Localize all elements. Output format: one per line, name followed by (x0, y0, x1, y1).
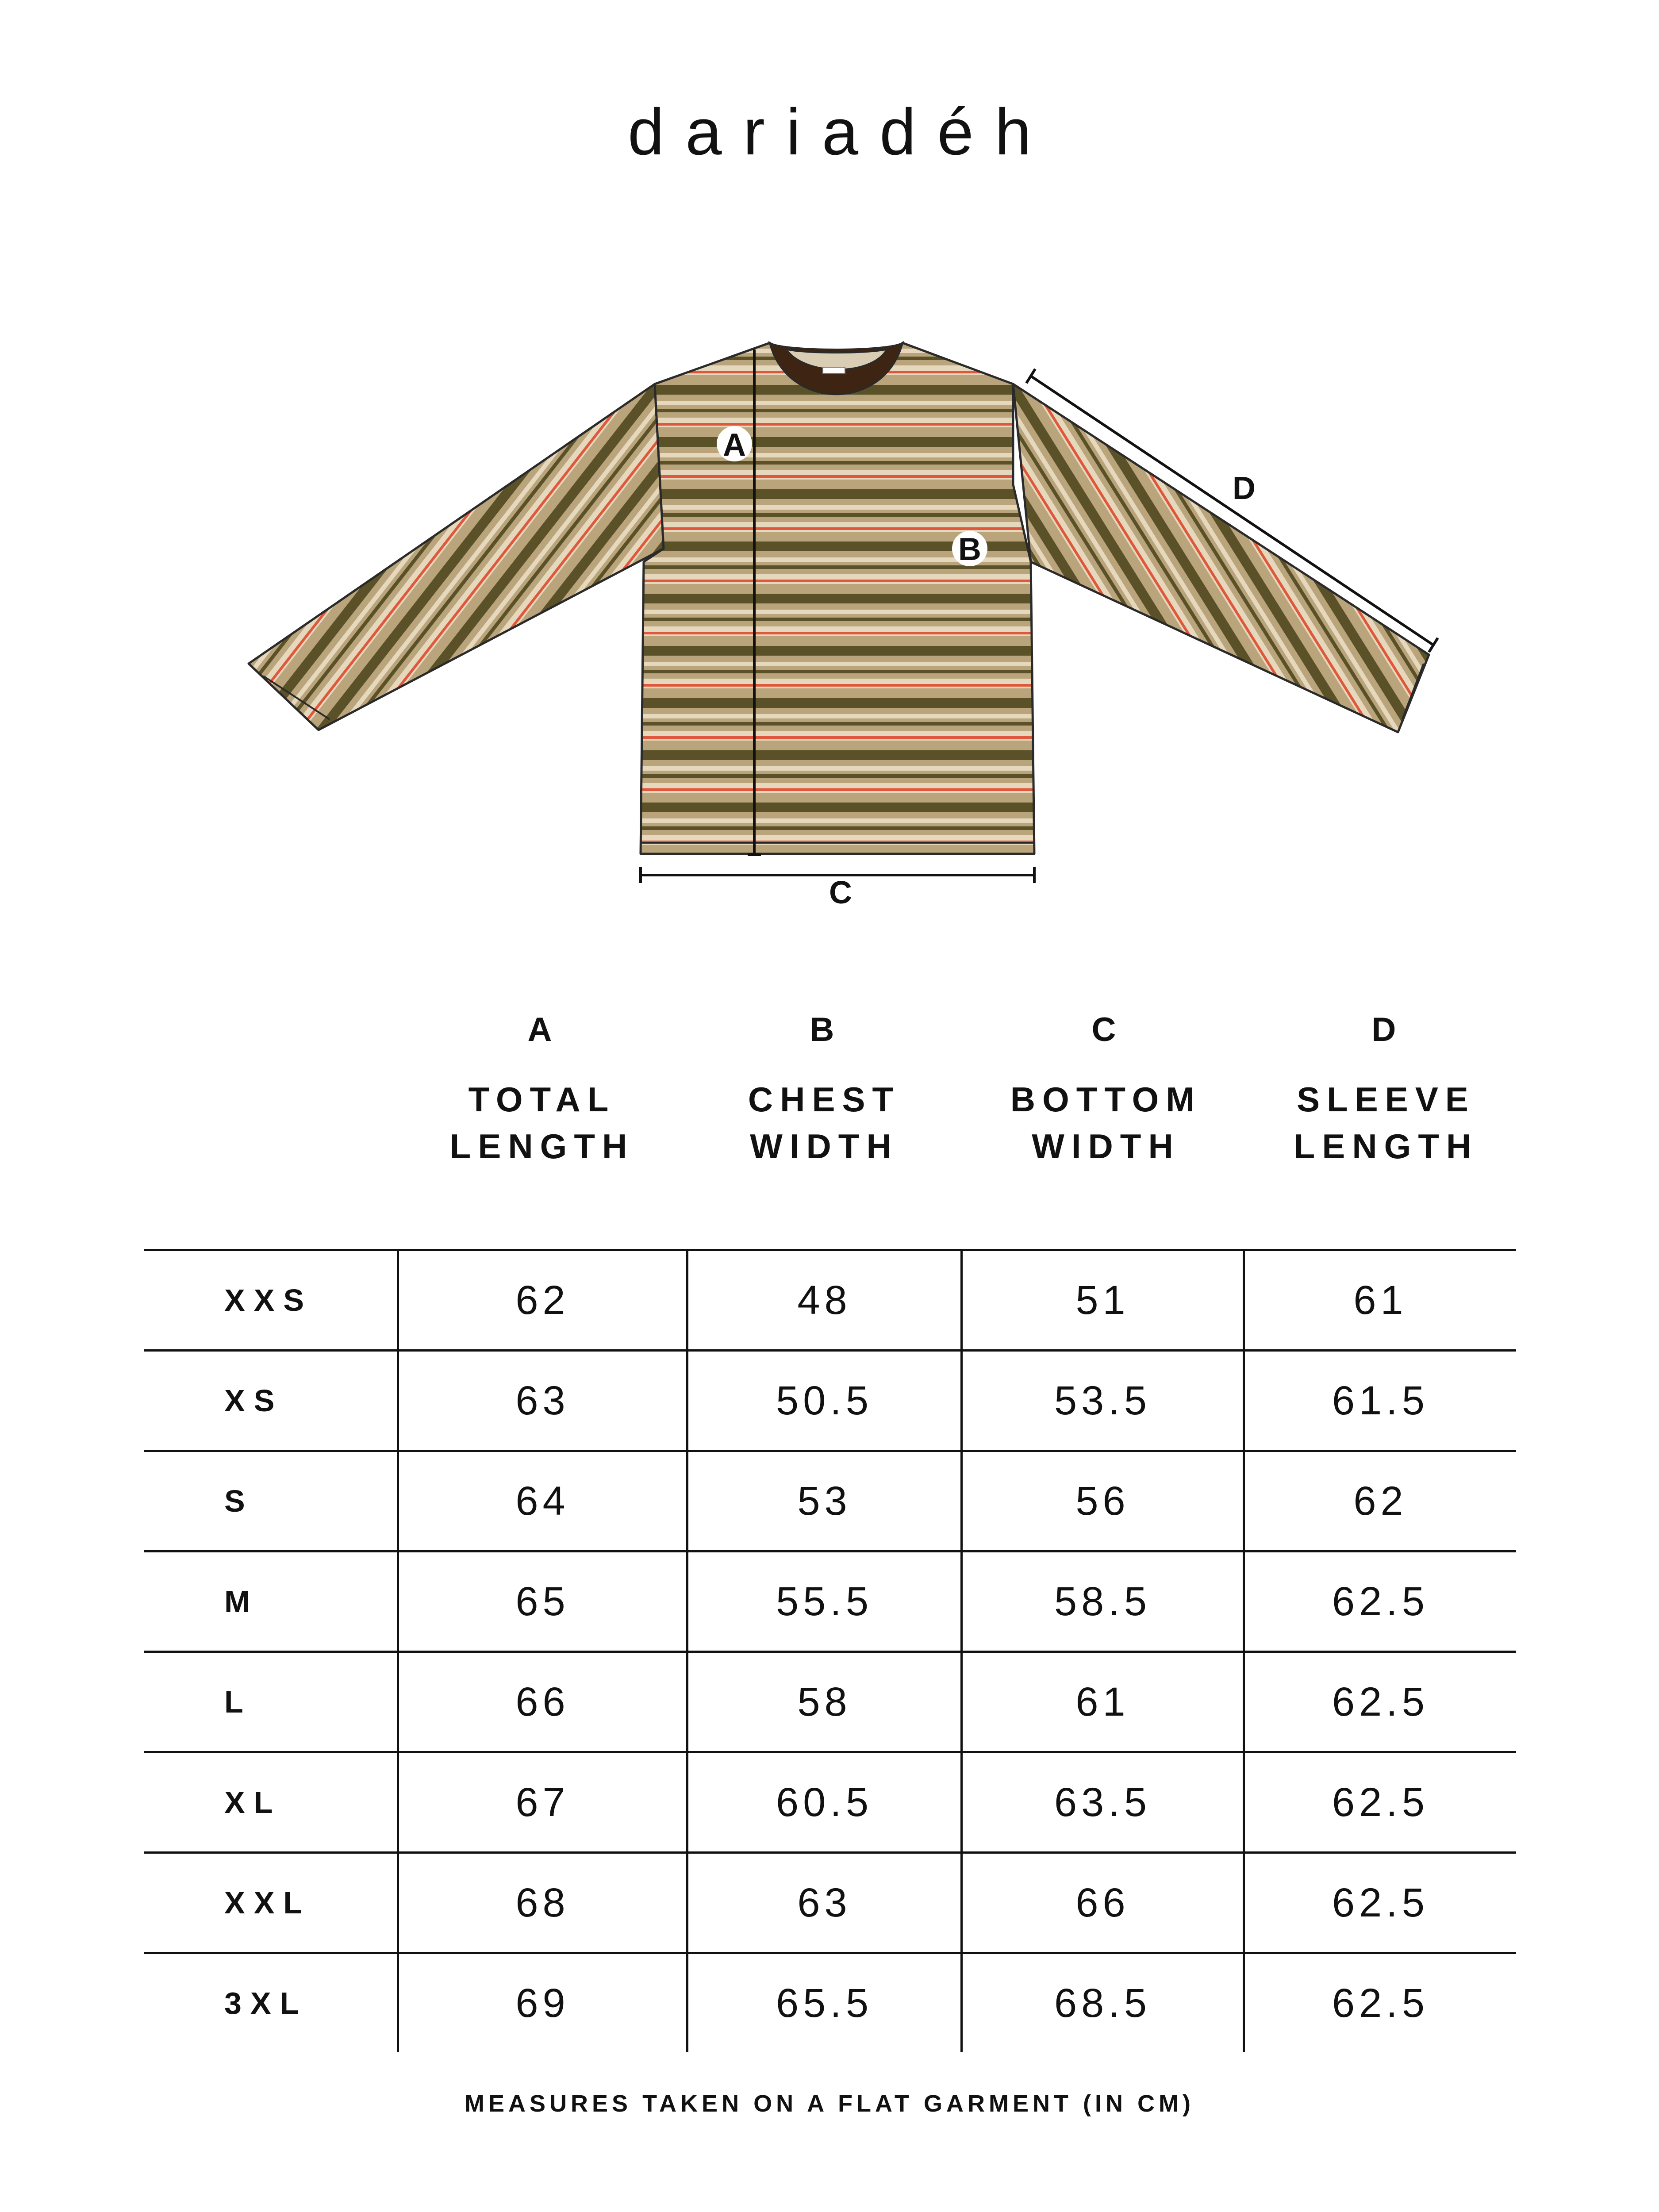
footnote: MEASURES TAKEN ON A FLAT GARMENT (IN CM) (465, 2090, 1194, 2117)
value-bottom-width: 51 (960, 1251, 1243, 1349)
value-sleeve-length: 61.5 (1243, 1352, 1516, 1450)
value-chest-width: 60.5 (686, 1753, 960, 1851)
value-total-length: 63 (397, 1352, 686, 1450)
value-total-length: 64 (397, 1452, 686, 1550)
value-chest-width: 53 (686, 1452, 960, 1550)
value-bottom-width: 66 (960, 1854, 1243, 1952)
size-label: L (224, 1685, 252, 1719)
column-code: B (810, 1011, 839, 1048)
value-total-length: 66 (397, 1653, 686, 1751)
value-sleeve-length: 62.5 (1243, 1854, 1516, 1952)
size-label: XS (224, 1383, 284, 1418)
right-sleeve (1013, 384, 1429, 732)
size-label: M (224, 1584, 259, 1619)
value-total-length: 67 (397, 1753, 686, 1851)
column-code: C (1091, 1011, 1121, 1048)
neck-label (823, 367, 845, 373)
value-chest-width: 48 (686, 1251, 960, 1349)
column-code: D (1371, 1011, 1401, 1048)
size-label: XXS (224, 1283, 313, 1317)
table-row (144, 1851, 1516, 1952)
value-bottom-width: 53.5 (960, 1352, 1243, 1450)
value-chest-width: 50.5 (686, 1352, 960, 1450)
column-code: A (527, 1011, 557, 1048)
marker-c-label: C (829, 875, 852, 910)
column-label-line1: CHEST (748, 1080, 901, 1119)
value-chest-width: 65.5 (686, 1954, 960, 2052)
column-label-line2: LENGTH (449, 1127, 634, 1166)
value-chest-width: 55.5 (686, 1552, 960, 1651)
brand-logo: dariadéh (627, 96, 1053, 169)
value-sleeve-length: 62.5 (1243, 1954, 1516, 2052)
marker-a-label: A (723, 427, 746, 463)
value-bottom-width: 63.5 (960, 1753, 1243, 1851)
value-sleeve-length: 62.5 (1243, 1653, 1516, 1751)
garment-diagram (0, 0, 1659, 973)
left-sleeve (249, 384, 664, 730)
value-total-length: 69 (397, 1954, 686, 2052)
table-row (144, 1249, 1516, 1349)
value-sleeve-length: 62.5 (1243, 1552, 1516, 1651)
size-label: XXL (224, 1886, 311, 1920)
column-label-line2: LENGTH (1294, 1127, 1479, 1166)
table-row (144, 1550, 1516, 1651)
column-header-c (973, 1013, 1239, 1170)
table-row (144, 1450, 1516, 1550)
value-sleeve-length: 62 (1243, 1452, 1516, 1550)
value-bottom-width: 68.5 (960, 1954, 1243, 2052)
marker-b-label: B (958, 532, 981, 567)
size-table (144, 1249, 1516, 2052)
value-total-length: 62 (397, 1251, 686, 1349)
marker-d-label: D (1233, 471, 1256, 506)
table-row (144, 1952, 1516, 2052)
table-row (144, 1651, 1516, 1751)
value-chest-width: 58 (686, 1653, 960, 1751)
column-header-d (1253, 1013, 1519, 1170)
value-bottom-width: 56 (960, 1452, 1243, 1550)
size-label: XL (224, 1785, 282, 1820)
value-total-length: 65 (397, 1552, 686, 1651)
table-row (144, 1751, 1516, 1851)
column-label-line1: BOTTOM (1010, 1080, 1202, 1119)
column-label-line1: SLEEVE (1297, 1080, 1475, 1119)
value-sleeve-length: 61 (1243, 1251, 1516, 1349)
value-bottom-width: 61 (960, 1653, 1243, 1751)
column-header-b (691, 1013, 957, 1170)
value-total-length: 68 (397, 1854, 686, 1952)
shirt-body (641, 343, 1034, 854)
size-label: 3XL (224, 1986, 308, 2020)
column-label-line1: TOTAL (468, 1080, 616, 1119)
value-chest-width: 63 (686, 1854, 960, 1952)
table-row (144, 1349, 1516, 1450)
size-label: S (224, 1484, 254, 1518)
column-label-line2: WIDTH (750, 1127, 899, 1166)
value-sleeve-length: 62.5 (1243, 1753, 1516, 1851)
column-header-a (409, 1013, 675, 1170)
value-bottom-width: 58.5 (960, 1552, 1243, 1651)
column-label-line2: WIDTH (1032, 1127, 1180, 1166)
